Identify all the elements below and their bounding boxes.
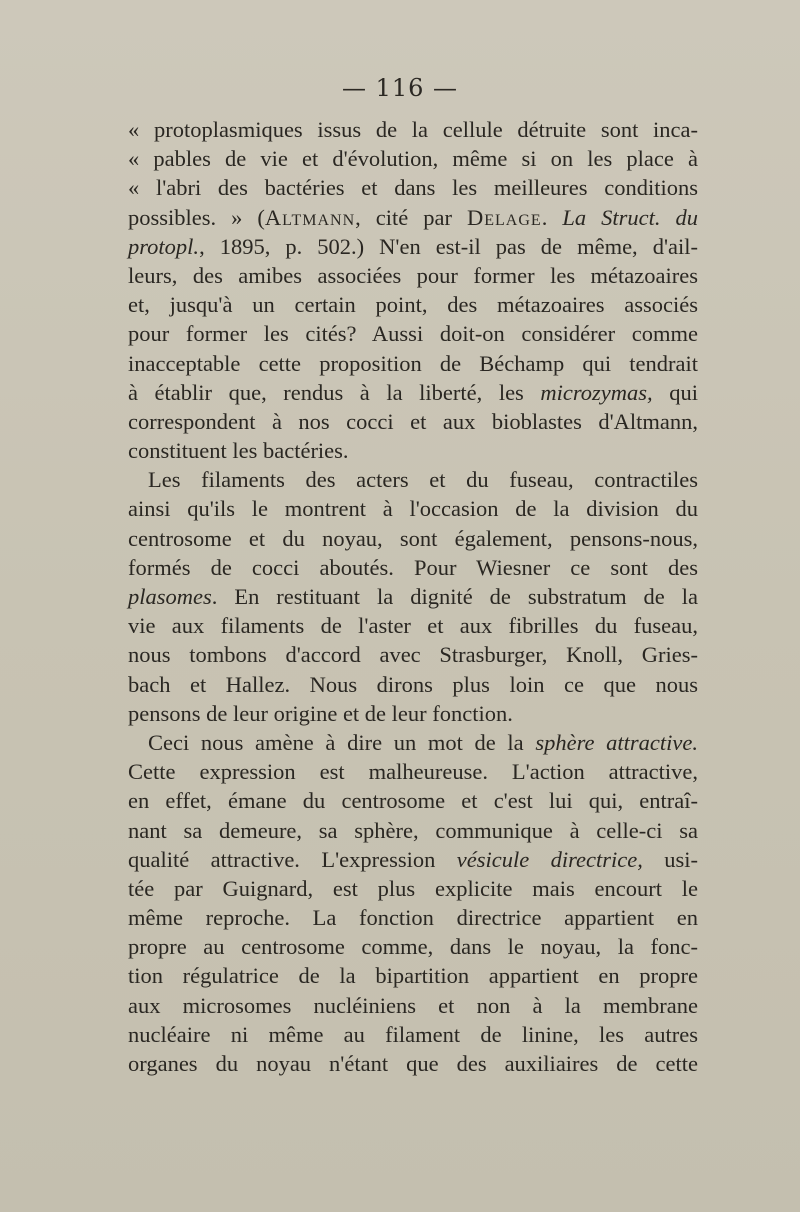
page-number: — 116 — (341, 74, 459, 102)
text-line (128, 757, 698, 786)
text-segment: Ceci nous amène à dire un mot de la (148, 729, 536, 755)
text-segment: pour former les cités? Aussi doit-on considérer comme (128, 321, 698, 347)
text-line (128, 115, 698, 144)
text-line (128, 144, 698, 173)
text-segment: qui (652, 379, 698, 405)
text-segment: sphère attractive. (535, 729, 698, 755)
text-segment: Cette expression est malheureuse. L'action attractive, (128, 759, 698, 785)
text-segment: en effet, émane du centrosome et c'est lui qui, entraî- (128, 788, 698, 814)
text-line (128, 203, 698, 232)
text-segment: vie aux filaments de l'aster et aux fibrilles du fuseau, (128, 613, 698, 639)
text-segment: « pables de vie et d'évolution, même si on les place à (128, 146, 698, 172)
text-segment: « protoplasmiques issus de la cellule détruite sont inca- (128, 117, 698, 142)
text-line (128, 349, 698, 378)
text-segment: à établir que, rendus à la liberté, les (128, 379, 541, 405)
text-line (128, 874, 698, 903)
text-segment: nant sa demeure, sa sphère, communique à celle-ci sa (128, 817, 698, 843)
text-segment: même reproche. La fonction directrice appartient en (128, 905, 698, 931)
text-line (128, 290, 698, 319)
text-segment: aux microsomes nucléiniens et non à la membrane (128, 992, 698, 1018)
text-segment: nucléaire ni même au filament de linine, les autres (128, 1021, 698, 1047)
text-segment: tée par Guignard, est plus explicite mais encourt le (128, 875, 698, 901)
text-segment: tion régulatrice de la bipartition appartient en propre (128, 963, 698, 989)
body-text (128, 115, 698, 1078)
text-line (128, 1049, 698, 1078)
text-line (128, 932, 698, 961)
text-segment: protopl. (128, 233, 200, 259)
text-segment: Les filaments des acters et du fuseau, contractiles (148, 467, 698, 493)
text-line (128, 261, 698, 290)
text-line (128, 991, 698, 1020)
text-segment: La Struct. du (562, 204, 698, 230)
text-segment: correspondent à nos cocci et aux bioblastes d'Altmann, (128, 408, 698, 434)
text-line (128, 582, 698, 611)
text-segment: leurs, des amibes associées pour former les métazoaires (128, 262, 698, 288)
text-segment: , cité par (355, 204, 467, 230)
text-line (128, 232, 698, 261)
text-line (128, 553, 698, 582)
text-line (128, 640, 698, 669)
text-segment: centrosome et du noyau, sont également, pensons-nous, (128, 525, 698, 551)
text-segment: organes du noyau n'étant que des auxiliaires de cette (128, 1051, 698, 1076)
text-line (128, 407, 698, 436)
text-segment: formés de cocci aboutés. Pour Wiesner ce sont des (128, 554, 698, 580)
text-line (128, 524, 698, 553)
text-line (128, 378, 698, 407)
text-segment: , 1895, p. 502.) N'en est-il pas de même, d'ail- (199, 233, 698, 259)
text-segment: Delage (467, 204, 542, 230)
text-line (128, 611, 698, 640)
text-line (128, 319, 698, 348)
text-segment: nous tombons d'accord avec Strasburger, Knoll, Gries- (128, 642, 698, 668)
text-segment: pensons de leur origine et de leur fonction. (128, 700, 513, 726)
text-segment: inacceptable cette proposition de Béchamp qui tendrait (128, 350, 698, 376)
text-segment: et, jusqu'à un certain point, des métazoaires associés (128, 292, 698, 318)
text-line (128, 845, 698, 874)
text-segment: microzymas, (540, 379, 653, 405)
text-line (128, 465, 698, 494)
text-segment: possibles. » ( (128, 204, 265, 230)
text-line (128, 699, 698, 728)
text-segment: . (541, 204, 563, 230)
text-line (128, 728, 698, 757)
text-line (128, 903, 698, 932)
text-segment: . En restituant la dignité de substratum de la (211, 584, 698, 609)
text-line (128, 494, 698, 523)
text-segment: ainsi qu'ils le montrent à l'occasion de la division du (128, 496, 698, 522)
text-line (128, 786, 698, 815)
text-line (128, 670, 698, 699)
text-segment: « l'abri des bactéries et dans les meilleures conditions (128, 175, 698, 201)
text-segment: Altmann (264, 204, 356, 230)
text-segment: vésicule directrice, (456, 846, 643, 872)
text-segment: bach et Hallez. Nous dirons plus loin ce que nous (128, 671, 698, 697)
text-line (128, 816, 698, 845)
text-line (128, 1020, 698, 1049)
text-line (128, 173, 698, 202)
text-segment: constituent les bactéries. (128, 438, 349, 464)
text-segment: usi- (642, 846, 698, 872)
text-segment: plasomes (128, 584, 212, 609)
text-segment: propre au centrosome comme, dans le noyau, la fonc- (128, 934, 698, 960)
text-segment: qualité attractive. L'expression (128, 846, 457, 872)
text-line (128, 436, 698, 465)
text-line (128, 961, 698, 990)
